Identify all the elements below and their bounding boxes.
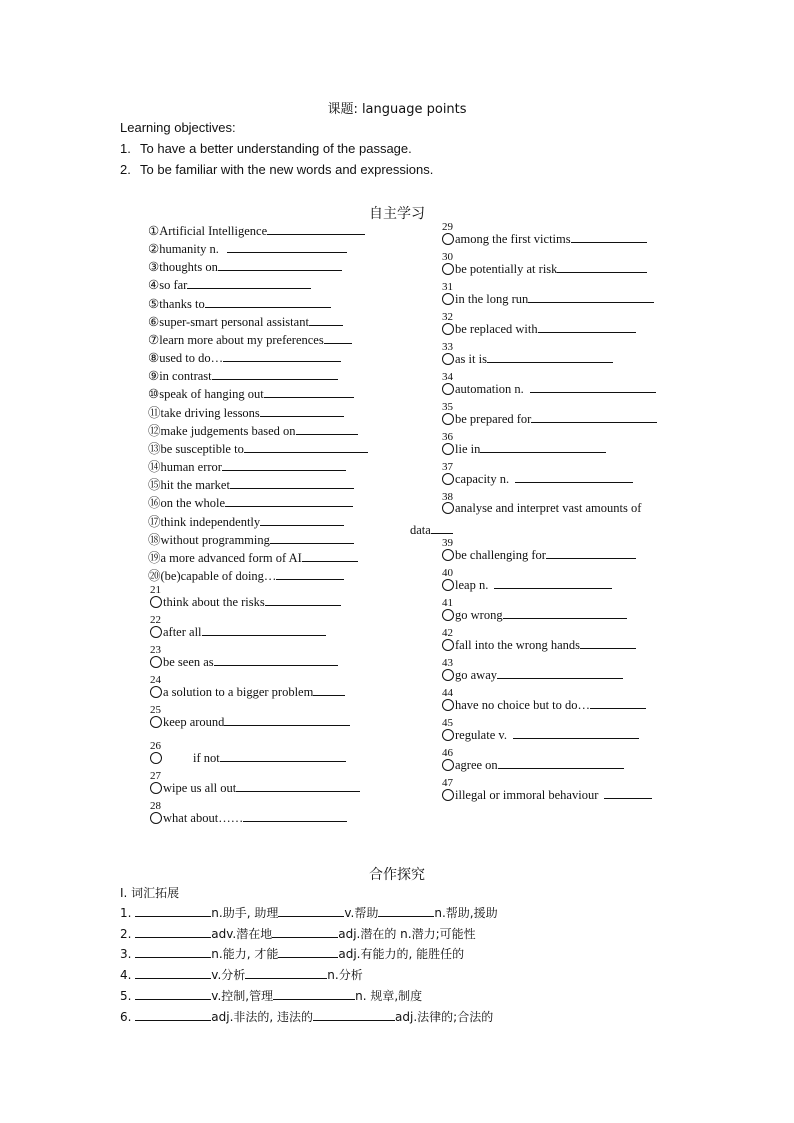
row-hint: n.分析 xyxy=(327,968,363,982)
item-number: 30 xyxy=(442,251,453,263)
answer-blank[interactable] xyxy=(580,636,636,649)
row-hint: adv.潜在地 xyxy=(211,927,273,941)
circle-marker-icon xyxy=(442,413,454,425)
answer-blank[interactable] xyxy=(296,422,358,435)
item-number: 45 xyxy=(442,717,453,729)
item-text: if not xyxy=(193,751,220,765)
item-text: be challenging for xyxy=(455,548,546,562)
vocab-row xyxy=(120,925,476,942)
answer-blank[interactable] xyxy=(260,513,344,526)
circle-marker-icon xyxy=(442,549,454,561)
item-text: think about the risks xyxy=(163,595,265,609)
answer-blank[interactable] xyxy=(278,946,338,958)
answer-blank[interactable] xyxy=(273,988,355,1000)
item-number: 24 xyxy=(150,674,161,686)
row-hint: n.助手, 助理 xyxy=(211,906,279,920)
list-item xyxy=(442,500,641,516)
list-item xyxy=(148,349,341,366)
answer-blank[interactable] xyxy=(212,367,338,380)
item-text: ③thoughts on xyxy=(148,260,218,274)
list-item xyxy=(442,576,612,593)
row-hint: adj.法律的;合法的 xyxy=(395,1010,494,1024)
list-item xyxy=(148,240,347,257)
item-text: ⑪take driving lessons xyxy=(148,406,260,420)
answer-blank[interactable] xyxy=(494,576,612,589)
vocab-row xyxy=(120,966,363,983)
answer-blank[interactable] xyxy=(378,905,434,917)
objective-text: To be familiar with the new words and expressions. xyxy=(140,162,434,177)
item-text: ⑲a more advanced form of AI xyxy=(148,551,302,565)
list-item xyxy=(148,258,342,275)
list-item xyxy=(150,683,345,700)
answer-blank[interactable] xyxy=(135,905,211,917)
answer-blank[interactable] xyxy=(557,260,647,273)
item-text: a solution to a bigger problem xyxy=(163,685,314,699)
circle-marker-icon xyxy=(442,789,454,801)
answer-blank[interactable] xyxy=(218,258,342,271)
circle-marker-icon xyxy=(442,729,454,741)
item-text: regulate v. xyxy=(455,728,507,742)
item-text: ⑫make judgements based on xyxy=(148,424,296,438)
item-text: ⑩speak of hanging out xyxy=(148,387,264,401)
item-text: fall into the wrong hands xyxy=(455,638,580,652)
answer-blank[interactable] xyxy=(243,809,347,822)
item-number: 40 xyxy=(442,567,453,579)
answer-blank[interactable] xyxy=(272,926,338,938)
list-item xyxy=(148,313,343,330)
row-number: 6. xyxy=(120,1010,132,1024)
answer-blank[interactable] xyxy=(503,606,627,619)
item-text: be seen as xyxy=(163,655,214,669)
answer-blank[interactable] xyxy=(220,749,346,762)
circle-marker-icon xyxy=(150,656,162,668)
item-text: automation n. xyxy=(455,382,524,396)
answer-blank[interactable] xyxy=(264,385,354,398)
item-number: 21 xyxy=(150,584,161,596)
row-hint: adj.潜在的 n.潜力;可能性 xyxy=(338,927,476,941)
list-item xyxy=(442,350,613,367)
list-item xyxy=(148,440,368,457)
answer-blank[interactable] xyxy=(531,410,657,423)
answer-blank[interactable] xyxy=(309,313,343,326)
answer-blank[interactable] xyxy=(265,593,341,606)
circle-marker-icon xyxy=(442,353,454,365)
item-text: agree on xyxy=(455,758,498,772)
list-item xyxy=(442,230,647,247)
answer-blank[interactable] xyxy=(498,756,624,769)
list-item xyxy=(148,385,354,402)
list-item xyxy=(148,513,344,530)
answer-blank[interactable] xyxy=(513,726,639,739)
vocab-row xyxy=(120,945,464,962)
cooperation-heading: 合作探究 xyxy=(369,867,425,883)
self-study-heading: 自主学习 xyxy=(369,206,425,222)
item-text: ⑥super-smart personal assistant xyxy=(148,315,309,329)
list-item xyxy=(148,276,311,293)
answer-blank[interactable] xyxy=(313,683,345,696)
list-item xyxy=(148,494,353,511)
item-number: 23 xyxy=(150,644,161,656)
item-number: 41 xyxy=(442,597,453,609)
list-item xyxy=(148,367,338,384)
row-hint: n. 规章,制度 xyxy=(355,989,423,1003)
answer-blank[interactable] xyxy=(302,549,358,562)
circle-marker-icon xyxy=(442,443,454,455)
item-text: ④so far xyxy=(148,278,188,292)
answer-blank[interactable] xyxy=(236,779,360,792)
answer-blank[interactable] xyxy=(497,666,623,679)
row-hint: n.帮助,援助 xyxy=(434,906,498,920)
row-hint: adj.非法的, 违法的 xyxy=(211,1010,314,1024)
circle-marker-icon xyxy=(442,293,454,305)
list-item xyxy=(442,636,636,653)
list-item xyxy=(148,531,354,548)
item-number: 27 xyxy=(150,770,161,782)
page-title: 课题: language points xyxy=(327,102,467,117)
circle-marker-icon xyxy=(442,383,454,395)
item-text: illegal or immoral behaviour xyxy=(455,788,599,802)
answer-blank[interactable] xyxy=(480,440,606,453)
list-item xyxy=(148,549,358,566)
item-number: 29 xyxy=(442,221,453,233)
list-item xyxy=(150,713,350,730)
list-item xyxy=(442,726,639,743)
circle-marker-icon xyxy=(442,473,454,485)
item-text: go wrong xyxy=(455,608,503,622)
answer-blank[interactable] xyxy=(135,946,211,958)
objective-number: 2. xyxy=(120,162,131,177)
circle-marker-icon xyxy=(442,233,454,245)
row-hint: v.帮助 xyxy=(344,906,379,920)
item-text: analyse and interpret vast amounts of xyxy=(455,501,642,515)
circle-marker-icon xyxy=(150,686,162,698)
answer-blank[interactable] xyxy=(230,476,354,489)
answer-blank[interactable] xyxy=(515,470,633,483)
row-number: 4. xyxy=(120,968,132,982)
list-item xyxy=(148,331,352,348)
answer-blank[interactable] xyxy=(135,967,211,979)
objective-text: To have a better understanding of the passage. xyxy=(140,141,412,156)
list-item xyxy=(442,756,624,773)
answer-blank[interactable] xyxy=(135,1009,211,1021)
circle-marker-icon xyxy=(442,502,454,514)
circle-marker-icon xyxy=(150,812,162,824)
item-number: 34 xyxy=(442,371,453,383)
list-item xyxy=(442,606,627,623)
item-text: as it is xyxy=(455,352,487,366)
list-item xyxy=(148,404,344,421)
item-number: 31 xyxy=(442,281,453,293)
answer-blank[interactable] xyxy=(604,786,652,799)
item-text: ⑰think independently xyxy=(148,515,261,529)
item-text: ②humanity n. xyxy=(148,242,219,256)
item-text: in the long run xyxy=(455,292,529,306)
row-hint: n.能力, 才能 xyxy=(211,947,279,961)
item-number: 39 xyxy=(442,537,453,549)
item-number: 32 xyxy=(442,311,453,323)
item-number: 37 xyxy=(442,461,453,473)
objective-item xyxy=(120,162,433,177)
list-item xyxy=(442,260,647,277)
item-text: ①Artificial Intelligence xyxy=(148,224,268,238)
item-text: go away xyxy=(455,668,497,682)
circle-marker-icon xyxy=(150,716,162,728)
objectives-heading: Learning objectives: xyxy=(120,120,236,135)
list-item xyxy=(442,320,636,337)
list-item-continuation xyxy=(410,521,453,538)
item-text: ⑤thanks to xyxy=(148,297,205,311)
list-item xyxy=(150,749,346,766)
answer-blank[interactable] xyxy=(313,1009,395,1021)
list-item xyxy=(442,410,657,427)
circle-marker-icon xyxy=(442,323,454,335)
answer-blank[interactable] xyxy=(528,290,654,303)
item-number: 43 xyxy=(442,657,453,669)
list-item xyxy=(442,786,652,803)
item-text: what about…… xyxy=(163,811,244,825)
item-number: 25 xyxy=(150,704,161,716)
item-number: 46 xyxy=(442,747,453,759)
answer-blank[interactable] xyxy=(546,546,636,559)
item-text: ⑯on the whole xyxy=(148,496,226,510)
item-text: leap n. xyxy=(455,578,489,592)
list-item xyxy=(442,696,646,713)
item-number: 44 xyxy=(442,687,453,699)
list-item xyxy=(150,779,360,796)
answer-blank[interactable] xyxy=(135,926,211,938)
circle-marker-icon xyxy=(150,752,162,764)
item-number: 35 xyxy=(442,401,453,413)
answer-blank[interactable] xyxy=(431,521,453,534)
list-item xyxy=(148,567,344,584)
answer-blank[interactable] xyxy=(224,713,350,726)
item-text: ⑭human error xyxy=(148,460,222,474)
item-text: after all xyxy=(163,625,202,639)
list-item xyxy=(148,222,365,239)
list-item xyxy=(442,546,636,563)
list-item xyxy=(148,476,354,493)
row-number: 2. xyxy=(120,927,132,941)
objective-number: 1. xyxy=(120,141,131,156)
list-item xyxy=(148,422,358,439)
circle-marker-icon xyxy=(150,782,162,794)
list-item xyxy=(442,290,654,307)
answer-blank[interactable] xyxy=(487,350,613,363)
vocab-row xyxy=(120,1008,493,1025)
list-item xyxy=(442,470,633,487)
circle-marker-icon xyxy=(442,669,454,681)
item-text: ⑦learn more about my preferences xyxy=(148,333,324,347)
item-text: lie in xyxy=(455,442,481,456)
answer-blank[interactable] xyxy=(225,494,353,507)
answer-blank[interactable] xyxy=(202,623,326,636)
item-number: 28 xyxy=(150,800,161,812)
answer-blank[interactable] xyxy=(270,531,354,544)
item-number: 47 xyxy=(442,777,453,789)
row-number: 3. xyxy=(120,947,132,961)
circle-marker-icon xyxy=(150,596,162,608)
vocab-subheading: I. 词汇拓展 xyxy=(120,886,180,900)
row-number: 1. xyxy=(120,906,132,920)
answer-blank[interactable] xyxy=(276,567,344,580)
list-item xyxy=(148,295,331,312)
answer-blank[interactable] xyxy=(222,458,346,471)
answer-blank[interactable] xyxy=(223,349,341,362)
answer-blank[interactable] xyxy=(324,331,352,344)
list-item xyxy=(150,653,338,670)
answer-blank[interactable] xyxy=(187,276,311,289)
answer-blank[interactable] xyxy=(530,380,656,393)
circle-marker-icon xyxy=(442,699,454,711)
circle-marker-icon xyxy=(150,626,162,638)
item-text: data xyxy=(410,523,431,537)
list-item xyxy=(442,380,656,397)
item-number: 22 xyxy=(150,614,161,626)
item-text: keep around xyxy=(163,715,225,729)
item-number: 38 xyxy=(442,491,453,503)
circle-marker-icon xyxy=(442,609,454,621)
row-number: 5. xyxy=(120,989,132,1003)
objective-item xyxy=(120,141,412,156)
item-text: be prepared for xyxy=(455,412,532,426)
list-item xyxy=(150,809,347,826)
item-text: capacity n. xyxy=(455,472,510,486)
item-number: 36 xyxy=(442,431,453,443)
circle-marker-icon xyxy=(442,263,454,275)
row-hint: v.控制,管理 xyxy=(211,989,274,1003)
item-text: among the first victims xyxy=(455,232,571,246)
item-text: ⑮hit the market xyxy=(148,478,230,492)
circle-marker-icon xyxy=(442,639,454,651)
item-number: 33 xyxy=(442,341,453,353)
circle-marker-icon xyxy=(442,759,454,771)
item-text: wipe us all out xyxy=(163,781,237,795)
item-number: 26 xyxy=(150,740,161,752)
answer-blank[interactable] xyxy=(245,967,327,979)
list-item xyxy=(150,623,326,640)
item-number: 42 xyxy=(442,627,453,639)
answer-blank[interactable] xyxy=(590,696,646,709)
circle-marker-icon xyxy=(442,579,454,591)
list-item xyxy=(148,458,346,475)
item-text: have no choice but to do… xyxy=(455,698,591,712)
list-item xyxy=(442,666,623,683)
list-item xyxy=(442,440,606,457)
item-text: ⑧used to do… xyxy=(148,351,224,365)
answer-blank[interactable] xyxy=(538,320,636,333)
row-hint: adj.有能力的, 能胜任的 xyxy=(338,947,465,961)
answer-blank[interactable] xyxy=(205,295,331,308)
item-text: be replaced with xyxy=(455,322,538,336)
answer-blank[interactable] xyxy=(214,653,338,666)
answer-blank[interactable] xyxy=(278,905,344,917)
answer-blank[interactable] xyxy=(260,404,344,417)
answer-blank[interactable] xyxy=(267,222,365,235)
item-text: be potentially at risk xyxy=(455,262,558,276)
answer-blank[interactable] xyxy=(135,988,211,1000)
item-text: ⑳(be)capable of doing… xyxy=(148,569,277,583)
vocab-row xyxy=(120,904,498,921)
item-text: ⑱without programming xyxy=(148,533,270,547)
vocab-row xyxy=(120,987,422,1004)
item-text: ⑬be susceptible to xyxy=(148,442,244,456)
item-text: ⑨in contrast xyxy=(148,369,212,383)
row-hint: v.分析 xyxy=(211,968,246,982)
answer-blank[interactable] xyxy=(244,440,368,453)
answer-blank[interactable] xyxy=(571,230,647,243)
list-item xyxy=(150,593,341,610)
answer-blank[interactable] xyxy=(227,240,347,253)
